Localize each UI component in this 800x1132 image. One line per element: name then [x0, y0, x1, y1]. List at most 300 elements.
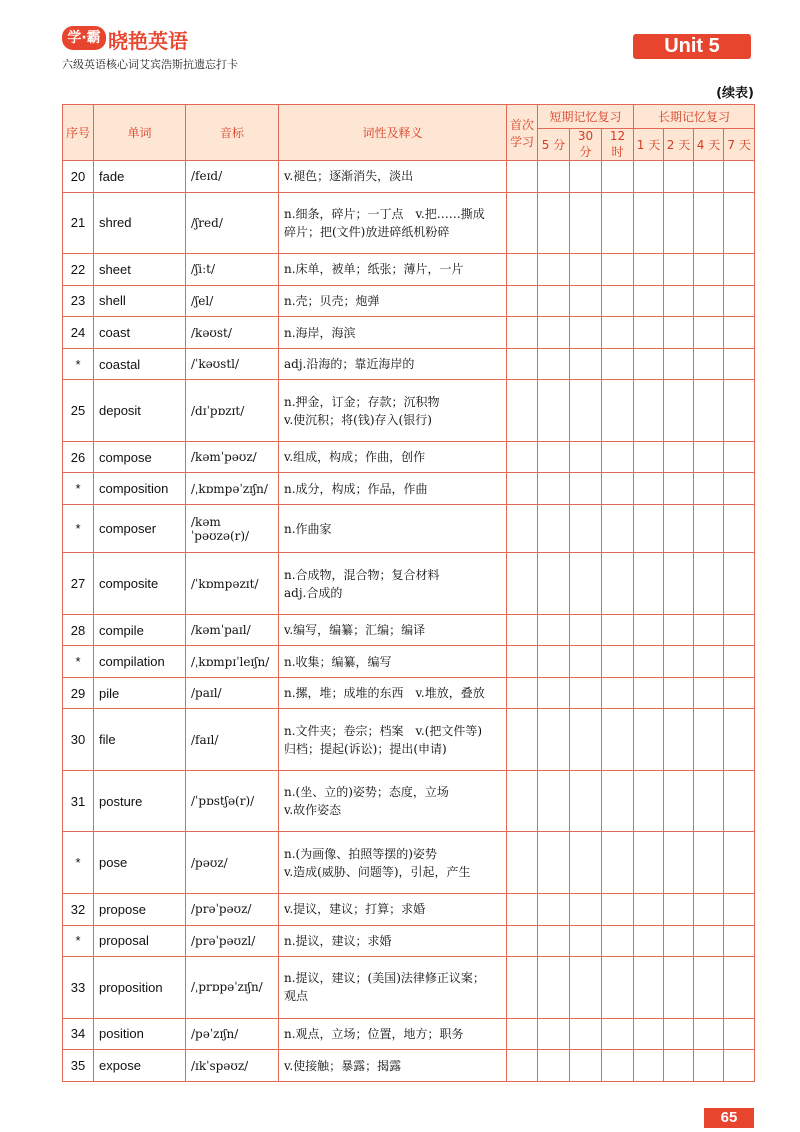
review-checkbox-cell[interactable]	[507, 317, 538, 349]
definition-line: v.使沉积；将(钱)存入(银行)	[284, 412, 432, 427]
header-phonetic: 音标	[186, 105, 279, 161]
review-checkbox-cell[interactable]	[570, 614, 602, 646]
header-5min: 5 分	[538, 129, 570, 161]
page-number: 65	[704, 1108, 754, 1128]
review-checkbox-cell[interactable]	[507, 770, 538, 832]
review-checkbox-cell[interactable]	[570, 161, 602, 193]
review-checkbox-cell[interactable]	[538, 893, 570, 925]
row-number: 31	[63, 770, 94, 832]
review-checkbox-cell[interactable]	[634, 1018, 664, 1050]
review-checkbox-cell[interactable]	[538, 473, 570, 505]
row-word: composer	[94, 505, 186, 553]
row-word: compile	[94, 614, 186, 646]
definition-line: v.组成，构成；作曲，创作	[284, 450, 426, 465]
review-checkbox-cell[interactable]	[694, 441, 724, 473]
unit-badge: Unit 5	[633, 34, 751, 59]
row-definition	[279, 473, 507, 505]
review-checkbox-cell[interactable]	[538, 317, 570, 349]
row-phonetic: /pəˈzɪʃn/	[186, 1018, 279, 1050]
review-checkbox-cell[interactable]	[634, 441, 664, 473]
review-checkbox-cell[interactable]	[602, 770, 634, 832]
review-checkbox-cell[interactable]	[507, 380, 538, 442]
review-checkbox-cell[interactable]	[664, 677, 694, 709]
header-30min: 30 分	[570, 129, 602, 161]
header-first-study: 首次学习	[507, 105, 538, 161]
row-number: 28	[63, 614, 94, 646]
review-checkbox-cell[interactable]	[694, 380, 724, 442]
review-checkbox-cell[interactable]	[570, 473, 602, 505]
row-number: 20	[63, 161, 94, 193]
review-checkbox-cell[interactable]	[634, 709, 664, 771]
row-phonetic: /paɪl/	[186, 677, 279, 709]
review-checkbox-cell[interactable]	[507, 254, 538, 286]
review-checkbox-cell[interactable]	[694, 553, 724, 615]
review-checkbox-cell[interactable]	[570, 254, 602, 286]
review-checkbox-cell[interactable]	[570, 505, 602, 553]
review-checkbox-cell[interactable]	[634, 925, 664, 957]
review-checkbox-cell[interactable]	[570, 925, 602, 957]
review-checkbox-cell[interactable]	[538, 285, 570, 317]
review-checkbox-cell[interactable]	[694, 646, 724, 678]
review-checkbox-cell[interactable]	[602, 646, 634, 678]
review-checkbox-cell[interactable]	[724, 1018, 755, 1050]
review-checkbox-cell[interactable]	[507, 473, 538, 505]
review-checkbox-cell[interactable]	[538, 832, 570, 894]
review-checkbox-cell[interactable]	[724, 614, 755, 646]
review-checkbox-cell[interactable]	[664, 614, 694, 646]
review-checkbox-cell[interactable]	[570, 709, 602, 771]
review-checkbox-cell[interactable]	[507, 348, 538, 380]
review-checkbox-cell[interactable]	[634, 614, 664, 646]
review-checkbox-cell[interactable]	[634, 553, 664, 615]
row-phonetic: /kəmˈpəʊzə(r)/	[186, 505, 279, 553]
review-checkbox-cell[interactable]	[724, 192, 755, 254]
review-checkbox-cell[interactable]	[538, 1050, 570, 1082]
review-checkbox-cell[interactable]	[507, 614, 538, 646]
table-row	[63, 441, 755, 473]
header-2day: 2 天	[664, 129, 694, 161]
row-number: *	[63, 832, 94, 894]
review-checkbox-cell[interactable]	[724, 348, 755, 380]
row-phonetic: /kəmˈpəʊz/	[186, 441, 279, 473]
review-checkbox-cell[interactable]	[634, 1050, 664, 1082]
review-checkbox-cell[interactable]	[602, 254, 634, 286]
review-checkbox-cell[interactable]	[724, 473, 755, 505]
row-phonetic: /dɪˈpɒzɪt/	[186, 380, 279, 442]
table-row	[63, 285, 755, 317]
row-phonetic: /ˌkɒmpɪˈleɪʃn/	[186, 646, 279, 678]
review-checkbox-cell[interactable]	[724, 317, 755, 349]
review-checkbox-cell[interactable]	[694, 192, 724, 254]
review-checkbox-cell[interactable]	[694, 709, 724, 771]
review-checkbox-cell[interactable]	[724, 709, 755, 771]
brand-logo: 学·霸	[62, 26, 106, 50]
review-checkbox-cell[interactable]	[694, 317, 724, 349]
definition-line: 碎片；把(文件)放进碎纸机粉碎	[284, 224, 450, 239]
review-checkbox-cell[interactable]	[664, 441, 694, 473]
row-number: 25	[63, 380, 94, 442]
header-long-review: 长期记忆复习	[634, 105, 755, 129]
review-checkbox-cell[interactable]	[664, 893, 694, 925]
review-checkbox-cell[interactable]	[538, 254, 570, 286]
definition-line: v.造成(威胁、问题等)，引起，产生	[284, 864, 471, 879]
definition-line: v.褪色；逐渐消失，淡出	[284, 169, 414, 184]
review-checkbox-cell[interactable]	[507, 1018, 538, 1050]
review-checkbox-cell[interactable]	[602, 925, 634, 957]
review-checkbox-cell[interactable]	[634, 505, 664, 553]
definition-line: n.提议，建议；(美国)法律修正议案；	[284, 971, 485, 986]
row-number: *	[63, 646, 94, 678]
review-checkbox-cell[interactable]	[664, 348, 694, 380]
review-checkbox-cell[interactable]	[664, 1018, 694, 1050]
row-word: shell	[94, 285, 186, 317]
review-checkbox-cell[interactable]	[538, 677, 570, 709]
row-phonetic: /feɪd/	[186, 161, 279, 193]
review-checkbox-cell[interactable]	[507, 1050, 538, 1082]
definition-line: v.使接触；暴露；揭露	[284, 1058, 402, 1073]
review-checkbox-cell[interactable]	[664, 925, 694, 957]
review-checkbox-cell[interactable]	[724, 161, 755, 193]
review-checkbox-cell[interactable]	[634, 832, 664, 894]
review-checkbox-cell[interactable]	[570, 441, 602, 473]
row-number: 32	[63, 893, 94, 925]
review-checkbox-cell[interactable]	[507, 893, 538, 925]
row-number: 23	[63, 285, 94, 317]
review-checkbox-cell[interactable]	[570, 1050, 602, 1082]
review-checkbox-cell[interactable]	[570, 380, 602, 442]
review-checkbox-cell[interactable]	[602, 317, 634, 349]
definition-line: n.(为画像、拍照等摆的)姿势	[284, 846, 437, 861]
review-checkbox-cell[interactable]	[602, 832, 634, 894]
definition-line: n.作曲家	[284, 521, 332, 536]
review-checkbox-cell[interactable]	[538, 1018, 570, 1050]
review-checkbox-cell[interactable]	[694, 925, 724, 957]
table-row	[63, 473, 755, 505]
definition-line: v.提议，建议；打算；求婚	[284, 902, 426, 917]
review-checkbox-cell[interactable]	[602, 161, 634, 193]
brand-name: 晓艳英语	[108, 29, 188, 53]
review-checkbox-cell[interactable]	[570, 893, 602, 925]
row-word: file	[94, 709, 186, 771]
review-checkbox-cell[interactable]	[694, 893, 724, 925]
row-word: position	[94, 1018, 186, 1050]
row-phonetic: /ˈkɒmpəzɪt/	[186, 553, 279, 615]
review-checkbox-cell[interactable]	[664, 285, 694, 317]
review-checkbox-cell[interactable]	[634, 380, 664, 442]
review-checkbox-cell[interactable]	[724, 957, 755, 1019]
row-number: 30	[63, 709, 94, 771]
review-checkbox-cell[interactable]	[694, 614, 724, 646]
review-checkbox-cell[interactable]	[634, 770, 664, 832]
review-checkbox-cell[interactable]	[570, 285, 602, 317]
review-checkbox-cell[interactable]	[724, 380, 755, 442]
row-word: propose	[94, 893, 186, 925]
review-checkbox-cell[interactable]	[570, 317, 602, 349]
review-checkbox-cell[interactable]	[538, 505, 570, 553]
review-checkbox-cell[interactable]	[694, 677, 724, 709]
review-checkbox-cell[interactable]	[602, 1050, 634, 1082]
review-checkbox-cell[interactable]	[634, 893, 664, 925]
definition-line: n.成分，构成；作品，作曲	[284, 481, 428, 496]
row-phonetic: /ʃel/	[186, 285, 279, 317]
header-12h: 12 时	[602, 129, 634, 161]
row-definition	[279, 380, 507, 442]
row-number: 21	[63, 192, 94, 254]
review-checkbox-cell[interactable]	[634, 161, 664, 193]
review-checkbox-cell[interactable]	[694, 1018, 724, 1050]
row-number: *	[63, 925, 94, 957]
definition-line: n.合成物，混合物；复合材料	[284, 567, 440, 582]
review-checkbox-cell[interactable]	[602, 709, 634, 771]
review-checkbox-cell[interactable]	[724, 285, 755, 317]
row-phonetic: /ˌprɒpəˈzɪʃn/	[186, 957, 279, 1019]
review-checkbox-cell[interactable]	[724, 1050, 755, 1082]
table-row	[63, 317, 755, 349]
table-row	[63, 832, 755, 894]
definition-line: n.押金，订金；存款；沉积物	[284, 394, 440, 409]
review-checkbox-cell[interactable]	[602, 553, 634, 615]
review-checkbox-cell[interactable]	[602, 1018, 634, 1050]
review-checkbox-cell[interactable]	[602, 614, 634, 646]
review-checkbox-cell[interactable]	[570, 192, 602, 254]
review-checkbox-cell[interactable]	[664, 709, 694, 771]
review-checkbox-cell[interactable]	[694, 254, 724, 286]
review-checkbox-cell[interactable]	[664, 505, 694, 553]
review-checkbox-cell[interactable]	[538, 770, 570, 832]
header-word: 单词	[94, 105, 186, 161]
row-number: 35	[63, 1050, 94, 1082]
review-checkbox-cell[interactable]	[634, 473, 664, 505]
header-4day: 4 天	[694, 129, 724, 161]
row-definition	[279, 709, 507, 771]
vocab-table	[62, 104, 755, 1082]
row-phonetic: /faɪl/	[186, 709, 279, 771]
definition-line: adj.沿海的；靠近海岸的	[284, 357, 415, 372]
definition-line: v.故作姿态	[284, 803, 342, 818]
review-checkbox-cell[interactable]	[602, 505, 634, 553]
review-checkbox-cell[interactable]	[634, 285, 664, 317]
table-row	[63, 553, 755, 615]
review-checkbox-cell[interactable]	[538, 161, 570, 193]
review-checkbox-cell[interactable]	[602, 893, 634, 925]
review-checkbox-cell[interactable]	[602, 192, 634, 254]
definition-line: n.摞，堆；成堆的东西 v.堆放，叠放	[284, 686, 485, 701]
row-word: compose	[94, 441, 186, 473]
row-definition	[279, 161, 507, 193]
review-checkbox-cell[interactable]	[634, 317, 664, 349]
review-checkbox-cell[interactable]	[664, 646, 694, 678]
review-checkbox-cell[interactable]	[570, 677, 602, 709]
row-definition	[279, 1018, 507, 1050]
review-checkbox-cell[interactable]	[602, 348, 634, 380]
review-checkbox-cell[interactable]	[664, 161, 694, 193]
table-row	[63, 254, 755, 286]
review-checkbox-cell[interactable]	[570, 646, 602, 678]
review-checkbox-cell[interactable]	[634, 646, 664, 678]
row-word: coast	[94, 317, 186, 349]
table-row	[63, 770, 755, 832]
review-checkbox-cell[interactable]	[634, 192, 664, 254]
review-checkbox-cell[interactable]	[724, 925, 755, 957]
row-number: 29	[63, 677, 94, 709]
review-checkbox-cell[interactable]	[694, 957, 724, 1019]
review-checkbox-cell[interactable]	[602, 957, 634, 1019]
review-checkbox-cell[interactable]	[724, 832, 755, 894]
review-checkbox-cell[interactable]	[694, 348, 724, 380]
row-definition	[279, 893, 507, 925]
review-checkbox-cell[interactable]	[664, 192, 694, 254]
row-word: fade	[94, 161, 186, 193]
review-checkbox-cell[interactable]	[664, 380, 694, 442]
row-number: 26	[63, 441, 94, 473]
row-number: 22	[63, 254, 94, 286]
review-checkbox-cell[interactable]	[570, 1018, 602, 1050]
review-checkbox-cell[interactable]	[538, 614, 570, 646]
row-definition	[279, 317, 507, 349]
row-number: *	[63, 473, 94, 505]
row-word: composition	[94, 473, 186, 505]
row-number: 33	[63, 957, 94, 1019]
review-checkbox-cell[interactable]	[694, 1050, 724, 1082]
review-checkbox-cell[interactable]	[507, 441, 538, 473]
review-checkbox-cell[interactable]	[724, 646, 755, 678]
row-phonetic: /ˈkəʊstl/	[186, 348, 279, 380]
table-row	[63, 957, 755, 1019]
definition-line: n.观点，立场；位置，地方；职务	[284, 1026, 464, 1041]
review-checkbox-cell[interactable]	[602, 380, 634, 442]
row-number: *	[63, 348, 94, 380]
review-checkbox-cell[interactable]	[694, 285, 724, 317]
definition-line: n.收集；编纂，编写	[284, 654, 392, 669]
review-checkbox-cell[interactable]	[664, 553, 694, 615]
review-checkbox-cell[interactable]	[538, 441, 570, 473]
definition-line: 归档；提起(诉讼)；提出(申请)	[284, 741, 447, 756]
review-checkbox-cell[interactable]	[694, 770, 724, 832]
table-row	[63, 677, 755, 709]
review-checkbox-cell[interactable]	[570, 553, 602, 615]
review-checkbox-cell[interactable]	[570, 832, 602, 894]
review-checkbox-cell[interactable]	[724, 893, 755, 925]
review-checkbox-cell[interactable]	[724, 441, 755, 473]
table-row	[63, 614, 755, 646]
row-number: 24	[63, 317, 94, 349]
review-checkbox-cell[interactable]	[507, 553, 538, 615]
review-checkbox-cell[interactable]	[664, 832, 694, 894]
review-checkbox-cell[interactable]	[602, 441, 634, 473]
definition-line: 观点	[284, 989, 309, 1004]
review-checkbox-cell[interactable]	[602, 285, 634, 317]
row-word: sheet	[94, 254, 186, 286]
review-checkbox-cell[interactable]	[664, 317, 694, 349]
review-checkbox-cell[interactable]	[664, 254, 694, 286]
review-checkbox-cell[interactable]	[634, 348, 664, 380]
row-definition	[279, 254, 507, 286]
definition-line: n.文件夹；卷宗；档案 v.(把文件等)	[284, 723, 483, 738]
definition-line: v.编写，编纂；汇编；编译	[284, 623, 426, 638]
review-checkbox-cell[interactable]	[694, 473, 724, 505]
review-checkbox-cell[interactable]	[570, 348, 602, 380]
review-checkbox-cell[interactable]	[507, 646, 538, 678]
row-phonetic: /pəʊz/	[186, 832, 279, 894]
review-checkbox-cell[interactable]	[538, 192, 570, 254]
row-definition	[279, 1050, 507, 1082]
row-word: compilation	[94, 646, 186, 678]
row-definition	[279, 441, 507, 473]
review-checkbox-cell[interactable]	[538, 348, 570, 380]
review-checkbox-cell[interactable]	[664, 1050, 694, 1082]
review-checkbox-cell[interactable]	[664, 957, 694, 1019]
row-phonetic: /prəˈpəʊzl/	[186, 925, 279, 957]
review-checkbox-cell[interactable]	[507, 192, 538, 254]
review-checkbox-cell[interactable]	[694, 161, 724, 193]
review-checkbox-cell[interactable]	[507, 957, 538, 1019]
review-checkbox-cell[interactable]	[507, 925, 538, 957]
review-checkbox-cell[interactable]	[507, 505, 538, 553]
definition-line: adj.合成的	[284, 585, 343, 600]
review-checkbox-cell[interactable]	[507, 832, 538, 894]
row-number: 27	[63, 553, 94, 615]
review-checkbox-cell[interactable]	[538, 380, 570, 442]
definition-line: n.细条，碎片；一丁点 v.把……撕成	[284, 206, 485, 221]
row-definition	[279, 553, 507, 615]
review-checkbox-cell[interactable]	[724, 505, 755, 553]
table-row	[63, 1050, 755, 1082]
header-seq: 序号	[63, 105, 94, 161]
review-checkbox-cell[interactable]	[602, 677, 634, 709]
row-phonetic: /kəʊst/	[186, 317, 279, 349]
review-checkbox-cell[interactable]	[602, 473, 634, 505]
review-checkbox-cell[interactable]	[694, 505, 724, 553]
review-checkbox-cell[interactable]	[538, 957, 570, 1019]
review-checkbox-cell[interactable]	[694, 832, 724, 894]
row-definition	[279, 505, 507, 553]
row-definition	[279, 832, 507, 894]
row-definition	[279, 614, 507, 646]
review-checkbox-cell[interactable]	[634, 254, 664, 286]
review-checkbox-cell[interactable]	[507, 285, 538, 317]
review-checkbox-cell[interactable]	[634, 957, 664, 1019]
review-checkbox-cell[interactable]	[570, 957, 602, 1019]
review-checkbox-cell[interactable]	[538, 709, 570, 771]
review-checkbox-cell[interactable]	[538, 925, 570, 957]
review-checkbox-cell[interactable]	[724, 553, 755, 615]
review-checkbox-cell[interactable]	[538, 646, 570, 678]
row-phonetic: /ɪkˈspəʊz/	[186, 1050, 279, 1082]
definition-line: n.床单，被单；纸张；薄片，一片	[284, 262, 464, 277]
review-checkbox-cell[interactable]	[570, 770, 602, 832]
review-checkbox-cell[interactable]	[724, 677, 755, 709]
review-checkbox-cell[interactable]	[507, 677, 538, 709]
review-checkbox-cell[interactable]	[664, 473, 694, 505]
review-checkbox-cell[interactable]	[724, 770, 755, 832]
table-row	[63, 505, 755, 553]
row-number: 34	[63, 1018, 94, 1050]
header-7day: 7 天	[724, 129, 755, 161]
definition-line: n.(坐、立的)姿势；态度，立场	[284, 785, 449, 800]
row-phonetic: /ˌkɒmpəˈzɪʃn/	[186, 473, 279, 505]
review-checkbox-cell[interactable]	[507, 161, 538, 193]
review-checkbox-cell[interactable]	[664, 770, 694, 832]
row-definition	[279, 925, 507, 957]
table-row	[63, 893, 755, 925]
row-definition	[279, 192, 507, 254]
review-checkbox-cell[interactable]	[724, 254, 755, 286]
review-checkbox-cell[interactable]	[634, 677, 664, 709]
review-checkbox-cell[interactable]	[538, 553, 570, 615]
row-word: shred	[94, 192, 186, 254]
table-row	[63, 709, 755, 771]
review-checkbox-cell[interactable]	[507, 709, 538, 771]
